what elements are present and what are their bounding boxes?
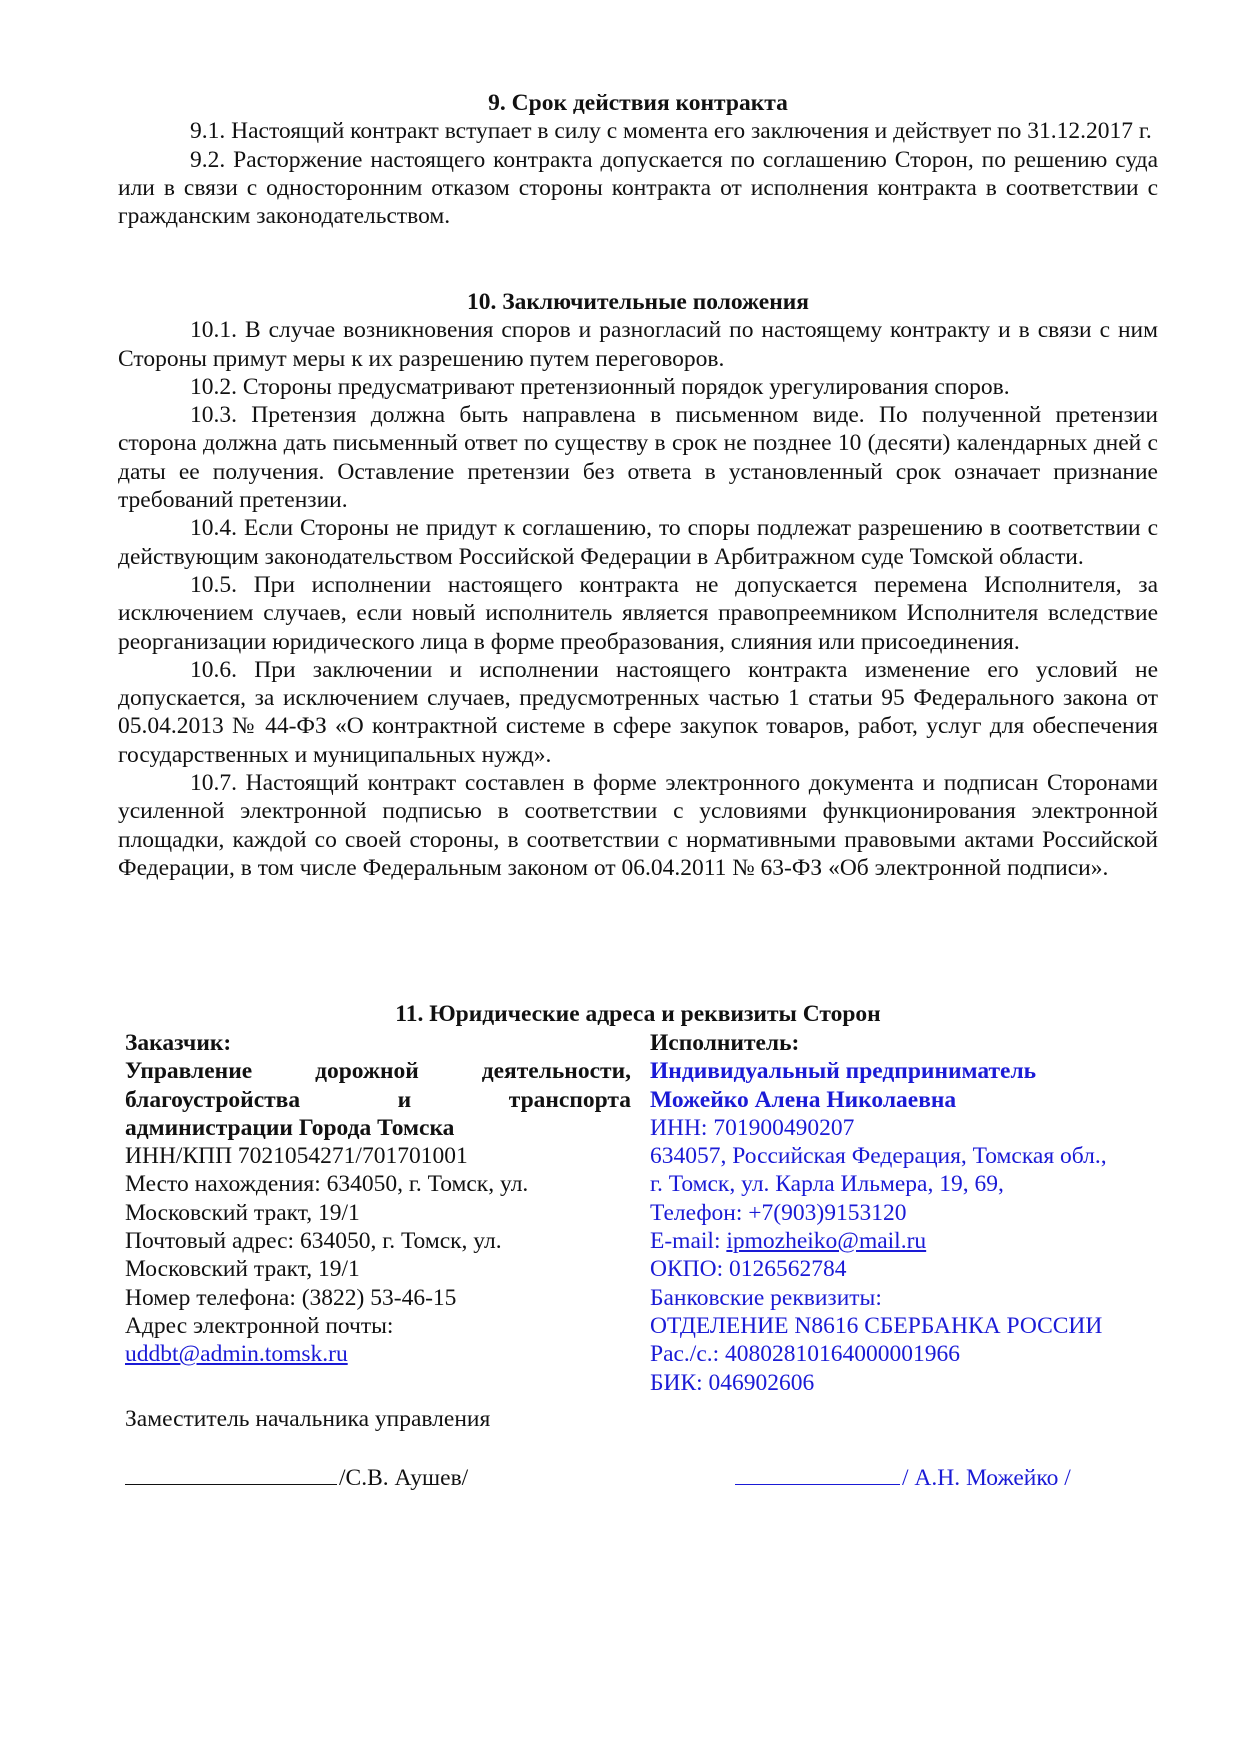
clause-10-1: 10.1. В случае возникновения споров и разногласий по настоящему контракту и в связи с ним Стороны примут меры к их разрешению путем переговоров. <box>118 317 1158 372</box>
contractor-title-line1: Индивидуальный предприниматель <box>650 1058 1037 1085</box>
clause-10-3: 10.3. Претензия должна быть направлена в письменном виде. По полученной претензии сторона должна дать письменный ответ по существу в срок не позднее 10 (десяти) календарных дней с даты ее получения. Оставление претензии без ответа в установленный срок означает признание требований претензии. <box>118 402 1158 514</box>
customer-phone: Номер телефона: (3822) 53-46-15 <box>125 1284 457 1311</box>
signature-left-name: /С.В. Аушев/ <box>339 1465 469 1491</box>
clause-10-6: 10.6. При заключении и исполнении настоящего контракта изменение его условий не допускается, за исключением случаев, предусмотренных частью 1 статьи 95 Федерального закона от 05.04.2013 № 44-ФЗ «О контрактной системе в сфере закупок товаров, работ, услуг для обеспечения государственных и муниципальных нужд». <box>118 656 1158 768</box>
customer-location-line1: Место нахождения: 634050, г. Томск, ул. <box>125 1171 529 1198</box>
contractor-bank-name: ОТДЕЛЕНИЕ N8616 СБЕРБАНКА РОССИИ <box>650 1312 1103 1339</box>
contractor-title-line2: Можейко Алена Николаевна <box>650 1086 957 1113</box>
contractor-email-link[interactable]: ipmozheiko@mail.ru <box>726 1228 927 1255</box>
contractor-inn: ИНН: 701900490207 <box>650 1114 855 1141</box>
section-9-title: 9. Срок действия контракта <box>488 90 788 116</box>
customer-org-line3: администрации Города Томска <box>125 1114 455 1141</box>
section-10 <box>118 288 1158 882</box>
clause-10-2: 10.2. Стороны предусматривают претензионный порядок урегулирования споров. <box>190 373 1010 400</box>
customer-postal-line1: Почтовый адрес: 634050, г. Томск, ул. <box>125 1228 502 1255</box>
customer-inn-kpp: ИНН/КПП 7021054271/701701001 <box>125 1143 468 1170</box>
contractor-email-label: E-mail: <box>650 1228 727 1255</box>
signature-left <box>125 1462 468 1492</box>
clause-9-1: 9.1. Настоящий контракт вступает в силу с момента его заключения и действует по 31.12.2017 г. <box>190 118 1152 145</box>
clause-10-7: 10.7. Настоящий контракт составлен в форме электронного документа и подписан Сторонами усиленной электронной подписью в соответствии с условиями функционирования электронной площадки, каждой со своей стороны, в соответствии с нормативными правовыми актами Российской Федерации, в том числе Федеральным законом от 06.04.2011 № 63-ФЗ «Об электронной подписи». <box>118 770 1158 881</box>
contractor-okpo: ОКПО: 0126562784 <box>650 1256 847 1283</box>
section-9 <box>118 89 1158 230</box>
contractor-label: Исполнитель: <box>650 1030 800 1056</box>
deputy-title: Заместитель начальника управления <box>125 1406 491 1432</box>
contractor-address-line2: г. Томск, ул. Карла Ильмера, 19, 69, <box>650 1171 1004 1198</box>
contractor-address-line1: 634057, Российская Федерация, Томская обл., <box>650 1143 1107 1170</box>
customer-location-line2: Московский тракт, 19/1 <box>125 1199 360 1226</box>
signature-right <box>735 1462 1071 1492</box>
contractor-phone: Телефон: +7(903)9153120 <box>650 1199 907 1226</box>
contractor-bank-label: Банковские реквизиты: <box>650 1284 882 1311</box>
clause-10-5: 10.5. При исполнении настоящего контракта не допускается перемена Исполнителя, за исключением случаев, если новый исполнитель является правопреемником Исполнителя вследствие реорганизации юридического лица в форме преобразования, слияния или присоединения. <box>118 571 1158 655</box>
customer-details <box>125 1029 631 1369</box>
contractor-bik: БИК: 046902606 <box>650 1369 815 1396</box>
signature-right-name: / А.Н. Можейко / <box>902 1465 1071 1491</box>
customer-postal-line2: Московский тракт, 19/1 <box>125 1256 360 1283</box>
section-11-title: 11. Юридические адреса и реквизиты Сторон <box>395 1001 881 1027</box>
customer-email-link[interactable]: uddbt@admin.tomsk.ru <box>125 1341 348 1368</box>
contractor-email-row <box>650 1227 1170 1255</box>
section-10-title: 10. Заключительные положения <box>466 289 810 315</box>
signature-line-right <box>735 1462 900 1485</box>
customer-label: Заказчик: <box>125 1030 232 1056</box>
customer-email-label: Адрес электронной почты: <box>125 1312 394 1339</box>
clause-9-2: 9.2. Расторжение настоящего контракта допускается по соглашению Сторон, по решению суда или в связи с односторонним отказом стороны контракта от исполнения контракта в соответствии с гражданским законодательством. <box>118 146 1158 230</box>
contractor-details <box>650 1029 1170 1397</box>
customer-org-line1: Управление дорожной деятельности, <box>125 1058 631 1085</box>
contractor-account: Рас./с.: 40802810164000001966 <box>650 1341 961 1368</box>
customer-org-line2: благоустройства и транспорта <box>125 1086 631 1113</box>
section-11 <box>118 1000 1158 1028</box>
clause-10-4: 10.4. Если Стороны не придут к соглашению, то споры подлежат разрешению в соответствии с действующим законодательством Российской Федерации в Арбитражном суде Томской области. <box>118 515 1158 570</box>
signature-line-left <box>125 1462 337 1485</box>
